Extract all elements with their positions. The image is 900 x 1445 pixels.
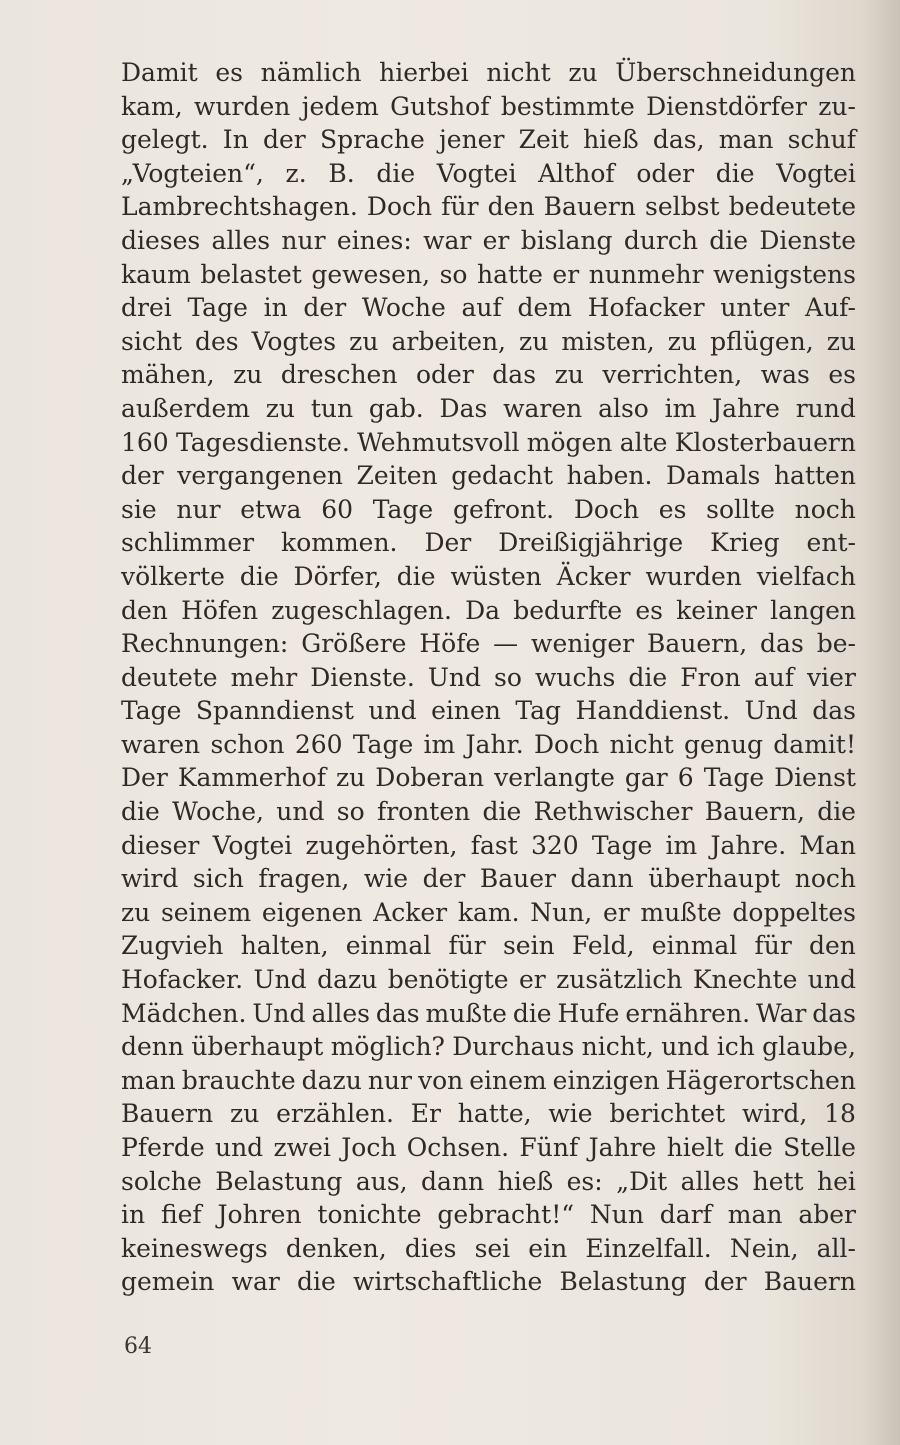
text-line: außerdem zu tun gab. Das waren also im Jahre rund [121, 393, 856, 423]
text-line: kaum belastet gewesen, so hatte er nunmehr wenigstens [121, 259, 856, 289]
text-line: wird sich fragen, wie der Bauer dann überhaupt noch [121, 864, 856, 894]
text-line: „Vogteien“, z. B. die Vogtei Althof oder die Vogtei [121, 158, 856, 188]
text-line: man brauchte dazu nur von einem einzigen Hägerortschen [121, 1065, 856, 1095]
text-line: Lambrechtshagen. Doch für den Bauern selbst bedeutete [121, 192, 856, 222]
text-line: Zugvieh halten, einmal für sein Feld, einmal für den [121, 931, 856, 961]
text-line: gelegt. In der Sprache jener Zeit hieß das, man schuf [121, 125, 856, 155]
text-line: Damit es nämlich hierbei nicht zu Überschneidungen [121, 58, 856, 87]
text-line: Der Kammerhof zu Doberan verlangte gar 6 Tage Dienst [121, 763, 856, 793]
text-line: zu seinem eigenen Acker kam. Nun, er mußte doppeltes [121, 897, 856, 927]
text-line: der vergangenen Zeiten gedacht haben. Damals hatten [121, 461, 856, 491]
text-line: solche Belastung aus, dann hieß es: „Dit alles hett hei [121, 1166, 856, 1196]
text-line: drei Tage in der Woche auf dem Hofacker unter Auf- [121, 293, 856, 323]
text-line: deutete mehr Dienste. Und so wuchs die Fron auf vier [121, 662, 856, 692]
text-line: Tage Spanndienst und einen Tag Handdienst. Und das [121, 696, 856, 726]
page-number: 64 [124, 1334, 152, 1359]
text-line: den Höfen zugeschlagen. Da bedurfte es keiner langen [121, 595, 856, 625]
text-line: schlimmer kommen. Der Dreißigjährige Krieg ent- [121, 528, 856, 558]
text-line: keineswegs denken, dies sei ein Einzelfall. Nein, all- [121, 1233, 856, 1263]
body-text [121, 56, 856, 1299]
text-line: gemein war die wirtschaftliche Belastung der Bauern [121, 1267, 856, 1297]
text-line: dieser Vogtei zugehörten, fast 320 Tage im Jahre. Man [121, 830, 856, 860]
text-line: in fief Johren tonichte gebracht!“ Nun darf man aber [121, 1200, 856, 1230]
text-line: 160 Tagesdienste. Wehmutsvoll mögen alte Klosterbauern [121, 427, 856, 457]
text-line: Pferde und zwei Joch Ochsen. Fünf Jahre hielt die Stelle [121, 1133, 856, 1162]
text-line: völkerte die Dörfer, die wüsten Äcker wurden vielfach [121, 561, 856, 591]
text-line: Mädchen. Und alles das mußte die Hufe ernähren. War das [121, 998, 856, 1028]
text-line: Bauern zu erzählen. Er hatte, wie berichtet wird, 18 [121, 1099, 856, 1129]
text-line: Hofacker. Und dazu benötigte er zusätzlich Knechte und [121, 965, 856, 995]
text-line: kam, wurden jedem Gutshof bestimmte Dienstdörfer zu- [121, 91, 856, 121]
text-line: sie nur etwa 60 Tage gefront. Doch es sollte noch [121, 494, 856, 524]
text-line: waren schon 260 Tage im Jahr. Doch nicht genug damit! [121, 729, 856, 759]
text-line: Rechnungen: Größere Höfe — weniger Bauern, das be- [121, 629, 856, 659]
text-line: dieses alles nur eines: war er bislang durch die Dienste [121, 225, 856, 255]
text-line: die Woche, und so fronten die Rethwischer Bauern, die [121, 797, 856, 827]
text-line: sicht des Vogtes zu arbeiten, zu misten, zu pflügen, zu [121, 326, 856, 356]
text-line: mähen, zu dreschen oder das zu verrichten, was es [121, 360, 856, 390]
text-line: denn überhaupt möglich? Durchaus nicht, und ich glaube, [121, 1032, 856, 1062]
